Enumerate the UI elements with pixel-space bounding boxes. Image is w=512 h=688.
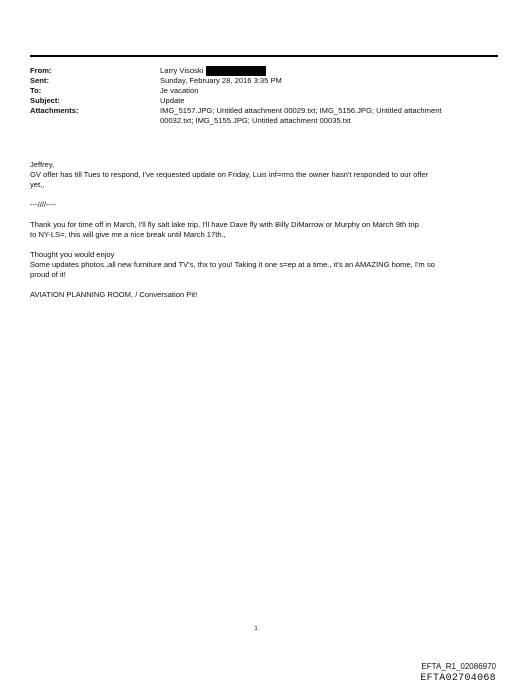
- to-label: To:: [30, 86, 42, 95]
- to-row: [30, 86, 480, 96]
- attachments-line-1: IMG_5157.JPG; Untitled attachment 00029.txt; IMG_5156.JPG; Untitled attachment: [160, 106, 442, 115]
- from-value: Larry Visoski: [160, 66, 204, 75]
- page-number: 1: [254, 626, 258, 632]
- from-row: [30, 66, 480, 76]
- attachments-value: [160, 106, 480, 126]
- body-line: proud of it!: [30, 270, 66, 279]
- attachments-line-2: 00032.txt; IMG_5155.JPG; Untitled attachment 00035.txt: [160, 116, 351, 125]
- body-line: Thought you would enjoy: [30, 250, 115, 259]
- body-line: yet,,: [30, 180, 45, 189]
- separator-paragraph: [30, 200, 482, 210]
- subject-value: Update: [160, 96, 185, 105]
- sent-value: Sunday, February 28, 2016 3:35 PM: [160, 76, 282, 85]
- attachments-label: Attachments:: [30, 106, 79, 115]
- subject-label: Subject:: [30, 96, 60, 105]
- sent-label: Sent:: [30, 76, 49, 85]
- redaction-block: [206, 66, 266, 76]
- greeting: Jeffrey,: [30, 160, 55, 169]
- sent-row: [30, 76, 480, 86]
- from-label: From:: [30, 66, 52, 75]
- attachments-row: [30, 106, 480, 126]
- from-value-wrap: [160, 66, 480, 76]
- email-body: [30, 160, 482, 310]
- email-header: [30, 66, 480, 126]
- body-line: GV offer has till Tues to respond, I've requested update on Friday, Luis inf=rms the owner hasn't responded to our offer: [30, 170, 429, 179]
- bates-number-primary: EFTA_R1_02086970: [421, 662, 496, 671]
- paragraph-5: [30, 290, 482, 300]
- body-line: AVIATION PLANNING ROOM, / Conversation Pit!: [30, 290, 198, 299]
- subject-row: [30, 96, 480, 106]
- paragraph-3: [30, 220, 482, 240]
- to-value: Je vacation: [160, 86, 199, 95]
- paragraph-4: [30, 250, 482, 280]
- paragraph-1: [30, 160, 482, 190]
- header-rule: [30, 55, 498, 57]
- body-line: to NY-LS=, this will give me a nice break until March 17th.,: [30, 230, 226, 239]
- body-line: Thank you for time off in March, I'll fly salt lake trip, I'll have Dave fly with Billy DiMarrow or Murphy on March 9th trip: [30, 220, 419, 229]
- bates-number-secondary: EFTA02704068: [420, 673, 496, 684]
- separator-text: ---////----: [30, 200, 57, 209]
- body-line: Some updates photos.,all new furniture and TV's, thx to you! Taking it one s=ep at a time., it's an AMAZING home, I'm so: [30, 260, 435, 269]
